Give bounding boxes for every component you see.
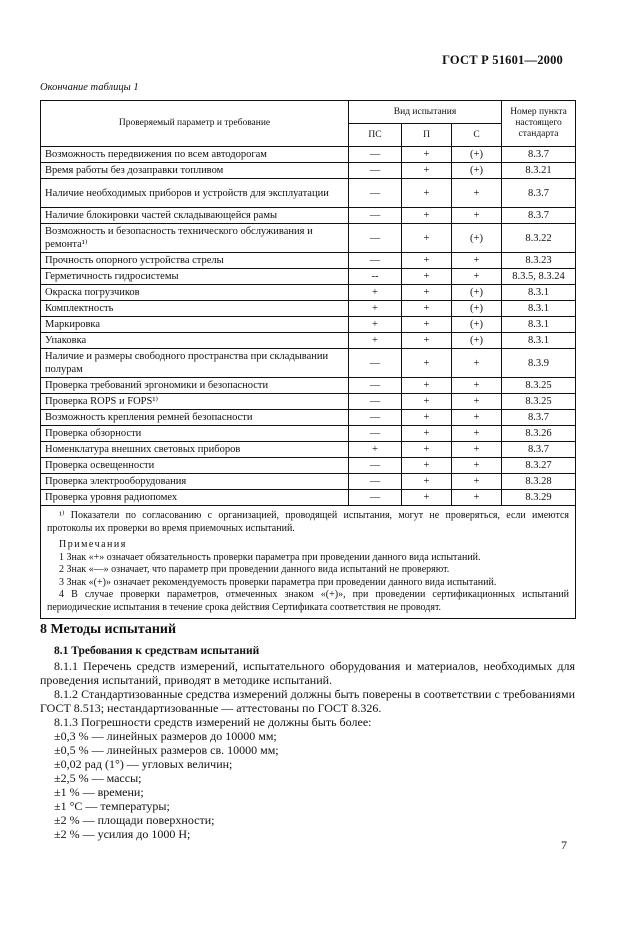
- ps-cell: —: [349, 378, 402, 394]
- clause-cell: 8.3.9: [502, 349, 576, 378]
- clause-cell: 8.3.7: [502, 442, 576, 458]
- table-row: [41, 179, 576, 208]
- param-cell: Маркировка: [41, 317, 349, 333]
- footnote: ¹⁾ Показатели по согласованию с организацией, проводящей испытания, могут не проверяться, если имеются протоколы их проверки во время приемочных испытаний.: [47, 510, 570, 534]
- clause-cell: 8.3.28: [502, 474, 576, 490]
- paragraph-8-1-3: 8.1.3 Погрешности средств измерений не должны быть более:: [54, 715, 372, 729]
- ps-cell: --: [349, 269, 402, 285]
- s-cell: +: [452, 394, 502, 410]
- ps-cell: —: [349, 474, 402, 490]
- s-cell: +: [452, 458, 502, 474]
- col-header-test-type: Вид испытания: [349, 101, 502, 124]
- clause-cell: 8.3.23: [502, 253, 576, 269]
- note-4: 4 В случае проверки параметров, отмеченных знаком «(+)», при проведении сертификационных испытаний периодические испытания в течение срока действия Сертификата соответствия не проводят.: [47, 589, 570, 613]
- s-cell: +: [452, 426, 502, 442]
- col-header-param: Проверяемый параметр и требование: [41, 101, 349, 147]
- clause-cell: 8.3.26: [502, 426, 576, 442]
- clause-cell: 8.3.5, 8.3.24: [502, 269, 576, 285]
- p-cell: +: [402, 163, 452, 179]
- p-cell: +: [402, 474, 452, 490]
- tolerance-item: ±0,02 рад (1°) — угловых величин;: [54, 757, 233, 771]
- table-row: [41, 349, 576, 378]
- s-cell: (+): [452, 333, 502, 349]
- col-header-clause: Номер пункта настоящего стандарта: [502, 101, 576, 147]
- col-header-ps: ПС: [349, 124, 402, 147]
- s-cell: +: [452, 410, 502, 426]
- section-title: 8 Методы испытаний: [40, 622, 177, 637]
- s-cell: +: [452, 442, 502, 458]
- table-row: [41, 317, 576, 333]
- tolerance-item: ±2 % — усилия до 1000 Н;: [54, 827, 191, 841]
- param-cell: Упаковка: [41, 333, 349, 349]
- table-row: [41, 490, 576, 506]
- note-3: 3 Знак «(+)» означает рекомендуемость проверки параметра при проведении данного вида испытаний.: [59, 576, 497, 588]
- ps-cell: +: [349, 317, 402, 333]
- param-cell: Проверка требований эргономики и безопасности: [41, 378, 349, 394]
- tolerance-item: ±1 °С — температуры;: [54, 799, 170, 813]
- ps-cell: +: [349, 333, 402, 349]
- ps-cell: —: [349, 426, 402, 442]
- section-body: [40, 659, 575, 841]
- s-cell: +: [452, 349, 502, 378]
- s-cell: +: [452, 253, 502, 269]
- table-row: [41, 410, 576, 426]
- ps-cell: —: [349, 410, 402, 426]
- table-row: [41, 147, 576, 163]
- param-cell: Номенклатура внешних световых приборов: [41, 442, 349, 458]
- ps-cell: —: [349, 253, 402, 269]
- p-cell: +: [402, 490, 452, 506]
- clause-cell: 8.3.27: [502, 458, 576, 474]
- ps-cell: +: [349, 442, 402, 458]
- table-row: [41, 224, 576, 253]
- param-cell: Возможность передвижения по всем автодорогам: [41, 147, 349, 163]
- param-cell: Проверка обзорности: [41, 426, 349, 442]
- clause-cell: 8.3.1: [502, 301, 576, 317]
- table-row: [41, 333, 576, 349]
- table-row: [41, 163, 576, 179]
- table-body: [41, 147, 576, 506]
- p-cell: +: [402, 426, 452, 442]
- p-cell: +: [402, 179, 452, 208]
- param-cell: Наличие и размеры свободного пространства при складывании полурам: [41, 349, 349, 378]
- page-number: 7: [561, 838, 567, 852]
- p-cell: +: [402, 378, 452, 394]
- param-cell: Прочность опорного устройства стрелы: [41, 253, 349, 269]
- p-cell: +: [402, 269, 452, 285]
- clause-cell: 8.3.29: [502, 490, 576, 506]
- s-cell: (+): [452, 317, 502, 333]
- p-cell: +: [402, 458, 452, 474]
- p-cell: +: [402, 349, 452, 378]
- p-cell: +: [402, 208, 452, 224]
- p-cell: +: [402, 442, 452, 458]
- p-cell: +: [402, 394, 452, 410]
- s-cell: +: [452, 490, 502, 506]
- ps-cell: +: [349, 285, 402, 301]
- table-row: [41, 208, 576, 224]
- s-cell: (+): [452, 301, 502, 317]
- param-cell: Проверка электрооборудования: [41, 474, 349, 490]
- clause-cell: 8.3.1: [502, 317, 576, 333]
- ps-cell: —: [349, 394, 402, 410]
- s-cell: +: [452, 378, 502, 394]
- ps-cell: —: [349, 224, 402, 253]
- tolerance-item: ±0,3 % — линейных размеров до 10000 мм;: [54, 729, 277, 743]
- p-cell: +: [402, 253, 452, 269]
- table-row: [41, 458, 576, 474]
- param-cell: Время работы без дозаправки топливом: [41, 163, 349, 179]
- param-cell: Возможность крепления ремней безопасности: [41, 410, 349, 426]
- ps-cell: —: [349, 349, 402, 378]
- table-row: [41, 394, 576, 410]
- parameters-table: [40, 100, 576, 619]
- clause-cell: 8.3.25: [502, 394, 576, 410]
- col-header-p: П: [402, 124, 452, 147]
- ps-cell: —: [349, 208, 402, 224]
- clause-cell: 8.3.21: [502, 163, 576, 179]
- tolerance-item: ±1 % — времени;: [54, 785, 144, 799]
- param-cell: Проверка ROPS и FOPS¹⁾: [41, 394, 349, 410]
- p-cell: +: [402, 285, 452, 301]
- table-row: [41, 442, 576, 458]
- clause-cell: 8.3.7: [502, 208, 576, 224]
- clause-cell: 8.3.7: [502, 147, 576, 163]
- param-cell: Наличие блокировки частей складывающейся рамы: [41, 208, 349, 224]
- note-2: 2 Знак «—» означает, что параметр при проведении данного вида испытаний не проверяют.: [59, 564, 450, 575]
- col-header-s: С: [452, 124, 502, 147]
- notes-cell: [41, 506, 576, 619]
- param-cell: Комплектность: [41, 301, 349, 317]
- table-row: [41, 269, 576, 285]
- p-cell: +: [402, 410, 452, 426]
- clause-cell: 8.3.25: [502, 378, 576, 394]
- clause-cell: 8.3.7: [502, 179, 576, 208]
- param-cell: Наличие необходимых приборов и устройств для эксплуатации: [41, 179, 349, 208]
- document-code: ГОСТ Р 51601—2000: [442, 53, 563, 67]
- p-cell: +: [402, 333, 452, 349]
- table-row: [41, 426, 576, 442]
- ps-cell: +: [349, 301, 402, 317]
- ps-cell: —: [349, 490, 402, 506]
- table-row: [41, 474, 576, 490]
- s-cell: (+): [452, 224, 502, 253]
- s-cell: (+): [452, 285, 502, 301]
- s-cell: (+): [452, 147, 502, 163]
- ps-cell: —: [349, 179, 402, 208]
- subsection-title: 8.1 Требования к средствам испытаний: [54, 645, 260, 657]
- tolerance-item: ±2,5 % — массы;: [54, 771, 142, 785]
- tolerance-item: ±0,5 % — линейных размеров св. 10000 мм;: [54, 743, 279, 757]
- ps-cell: —: [349, 458, 402, 474]
- clause-cell: 8.3.22: [502, 224, 576, 253]
- table-row: [41, 301, 576, 317]
- param-cell: Проверка уровня радиопомех: [41, 490, 349, 506]
- s-cell: (+): [452, 163, 502, 179]
- tolerance-item: ±2 % — площади поверхности;: [54, 813, 215, 827]
- p-cell: +: [402, 301, 452, 317]
- p-cell: +: [402, 224, 452, 253]
- clause-cell: 8.3.1: [502, 285, 576, 301]
- note-1: 1 Знак «+» означает обязательность проверки параметра при проведении данного вида испытаний.: [59, 551, 481, 563]
- paragraph-8-1-2: 8.1.2 Стандартизованные средства измерений должны быть поверены в соответствии с требованиями ГОСТ 8.513; нестандартизованные — аттестованы по ГОСТ 8.326.: [40, 687, 575, 715]
- table-row: [41, 378, 576, 394]
- table-row: [41, 285, 576, 301]
- paragraph-8-1-1: 8.1.1 Перечень средств измерений, испытательного оборудования и материалов, необходимых для проведения испытаний, приводят в методике испытаний.: [40, 659, 575, 687]
- clause-cell: 8.3.1: [502, 333, 576, 349]
- table-caption: Окончание таблицы 1: [40, 82, 139, 93]
- s-cell: +: [452, 474, 502, 490]
- table-row: [41, 253, 576, 269]
- notes-title: Примечания: [59, 539, 127, 550]
- param-cell: Возможность и безопасность технического обслуживания и ремонта¹⁾: [41, 224, 349, 253]
- param-cell: Проверка освещенности: [41, 458, 349, 474]
- s-cell: +: [452, 179, 502, 208]
- p-cell: +: [402, 317, 452, 333]
- s-cell: +: [452, 269, 502, 285]
- p-cell: +: [402, 147, 452, 163]
- ps-cell: —: [349, 163, 402, 179]
- param-cell: Окраска погрузчиков: [41, 285, 349, 301]
- ps-cell: —: [349, 147, 402, 163]
- clause-cell: 8.3.7: [502, 410, 576, 426]
- s-cell: +: [452, 208, 502, 224]
- param-cell: Герметичность гидросистемы: [41, 269, 349, 285]
